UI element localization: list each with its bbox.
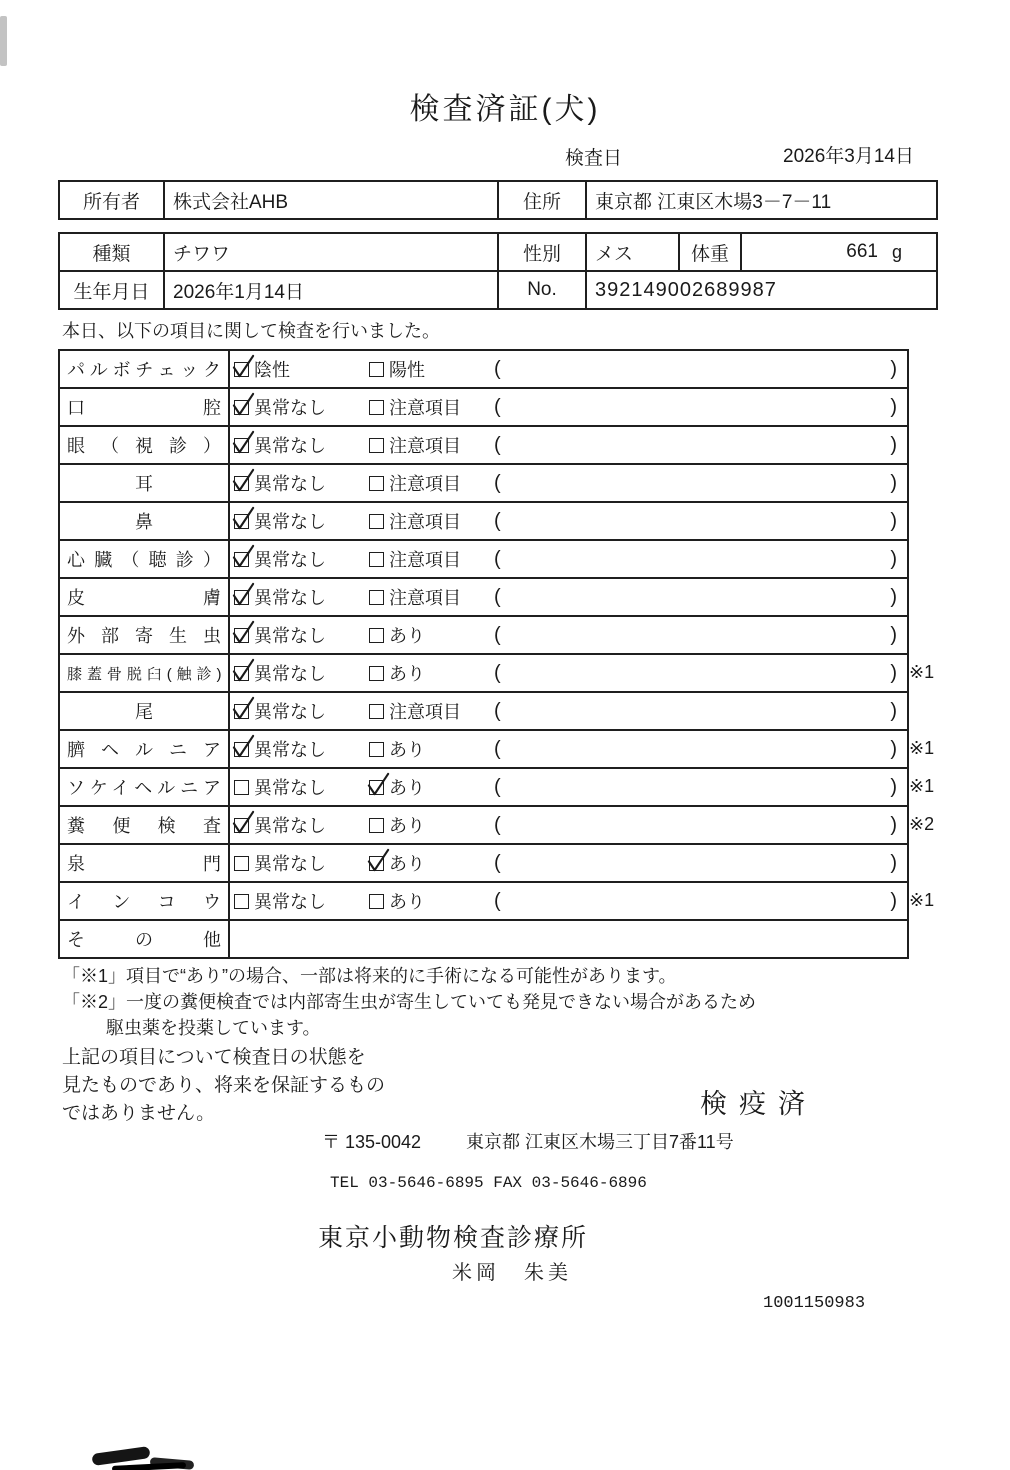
address-value: 東京都 江東区木場3－7－11 (595, 191, 832, 213)
checkbox-checked (234, 552, 249, 567)
exam-item-label-text: 膝蓋骨脱臼(触診) (67, 665, 221, 683)
weight-unit: g (892, 241, 903, 262)
exam-option-text: 異常なし (254, 626, 326, 646)
pet-row-1 (60, 234, 936, 270)
exam-option-text: 異常なし (254, 550, 326, 570)
paren-close: ) (890, 813, 897, 836)
checkbox-unchecked (369, 476, 384, 491)
checkbox-checked (234, 704, 249, 719)
exam-row-content (230, 617, 907, 653)
owner-label: 所有者 (60, 182, 165, 218)
exam-option-text: あり (389, 664, 425, 684)
exam-item-label-text: インコウ (67, 892, 221, 912)
checkbox-unchecked (369, 818, 384, 833)
exam-item-label-text: 眼（視診） (67, 436, 221, 456)
exam-row-content (230, 579, 907, 615)
exam-option (234, 660, 369, 686)
exam-item-label-text: 耳 (135, 474, 153, 494)
exam-row (60, 541, 907, 579)
exam-option-text: 注意項目 (389, 588, 461, 608)
exam-row-content (230, 389, 907, 425)
checkbox-checked (369, 856, 384, 871)
exam-row (60, 579, 907, 617)
exam-item-label (60, 845, 230, 881)
exam-item-label-text: 鼻 (135, 512, 153, 532)
exam-option (369, 698, 494, 724)
inspection-date-label: 検査日 (565, 148, 623, 169)
exam-item-label-text: ソケイヘルニア (67, 778, 221, 798)
exam-row-content (230, 845, 907, 881)
exam-option-text: 注意項目 (389, 398, 461, 418)
notes-section (62, 963, 756, 1041)
check-mark-icon (231, 354, 256, 379)
exam-option (234, 432, 369, 458)
exam-row-content (230, 503, 907, 539)
checkbox-unchecked (369, 400, 384, 415)
checkbox-checked (234, 514, 249, 529)
exam-row (60, 389, 907, 427)
disclaimer-line-2: 見たものであり、将来を保証するもの (62, 1075, 386, 1096)
no-label: No. (499, 272, 587, 308)
exam-option (234, 394, 369, 420)
exam-option-text: あり (389, 626, 425, 646)
check-mark-icon (231, 658, 256, 683)
exam-row-content (230, 883, 907, 919)
exam-option (369, 394, 494, 420)
paren-close: ) (890, 509, 897, 532)
scan-artifact (0, 16, 7, 66)
sex-label: 性別 (499, 234, 587, 270)
paren-open: ( (494, 357, 501, 380)
checkbox-unchecked (234, 780, 249, 795)
pet-table (58, 232, 938, 310)
clinic-name: 東京小動物検査診療所 (318, 1224, 589, 1252)
checkbox-unchecked (369, 894, 384, 909)
checkbox-checked (234, 742, 249, 757)
exam-item-label-text: パルボチェック (67, 360, 221, 380)
checkbox-unchecked (234, 894, 249, 909)
exam-option (234, 470, 369, 496)
checkbox-checked (234, 438, 249, 453)
weight-label: 体重 (680, 234, 742, 270)
owner-value: 株式会社AHB (165, 182, 499, 218)
paren-close: ) (890, 357, 897, 380)
exam-row-content (230, 465, 907, 501)
paren-open: ( (494, 851, 501, 874)
exam-item-label-text: 心臓（聴診） (67, 550, 221, 570)
check-mark-icon (231, 430, 256, 455)
exam-row (60, 503, 907, 541)
exam-option (369, 850, 494, 876)
exam-row-content (230, 769, 907, 805)
exam-option (369, 812, 494, 838)
row-note: ※1 (909, 662, 935, 682)
exam-item-label-text: 臍ヘルニア (67, 740, 221, 760)
exam-option (234, 356, 369, 382)
check-mark-icon (231, 734, 256, 759)
checkbox-unchecked (234, 856, 249, 871)
paren-open: ( (494, 395, 501, 418)
exam-option (369, 546, 494, 572)
checkbox-unchecked (369, 666, 384, 681)
exam-option-text: 異常なし (254, 588, 326, 608)
exam-row (60, 845, 907, 883)
no-value: 392149002689987 (595, 278, 777, 301)
exam-row (60, 769, 935, 807)
exam-item-label (60, 579, 230, 615)
disclaimer (62, 1044, 385, 1128)
exam-item-label-text: 尾 (135, 702, 153, 722)
exam-option (369, 774, 494, 800)
paren-close: ) (890, 661, 897, 684)
checkbox-unchecked (369, 628, 384, 643)
exam-item-label (60, 693, 230, 729)
exam-option (369, 622, 494, 648)
exam-option-text: 注意項目 (389, 512, 461, 532)
postal-code: 〒 135-0042 (322, 1132, 422, 1152)
owner-row (60, 182, 936, 218)
exam-option-text: 注意項目 (389, 550, 461, 570)
exam-option-text: 注意項目 (389, 436, 461, 456)
serial-number: 1001150983 (763, 1294, 866, 1313)
check-mark-icon (366, 848, 391, 873)
exam-option-text: あり (389, 778, 425, 798)
exam-item-label (60, 655, 230, 691)
exam-option-text: 異常なし (254, 474, 326, 494)
paren-close: ) (890, 775, 897, 798)
weight-value: 661 (846, 241, 878, 262)
intro-text: 本日、以下の項目に関して検査を行いました。 (62, 321, 440, 341)
exam-item-label (60, 769, 230, 805)
exam-item-label (60, 807, 230, 843)
exam-option (369, 888, 494, 914)
paren-open: ( (494, 509, 501, 532)
note-2-continued: 駆虫薬を投薬しています。 (106, 1018, 321, 1038)
exam-row (60, 693, 907, 731)
exam-option (234, 584, 369, 610)
check-mark-icon (231, 544, 256, 569)
exam-item-label (60, 617, 230, 653)
exam-option (369, 584, 494, 610)
exam-option-text: 異常なし (254, 512, 326, 532)
paren-close: ) (890, 547, 897, 570)
checkbox-checked (234, 818, 249, 833)
exam-item-label (60, 921, 230, 957)
paren-close: ) (890, 623, 897, 646)
exam-option-text: 異常なし (254, 740, 326, 760)
address-label: 住所 (499, 182, 587, 218)
exam-option-text: 陰性 (254, 360, 290, 380)
paren-open: ( (494, 737, 501, 760)
checkbox-unchecked (369, 362, 384, 377)
paren-open: ( (494, 547, 501, 570)
pet-row-2 (60, 270, 936, 308)
check-mark-icon (231, 696, 256, 721)
exam-option (234, 850, 369, 876)
checkbox-unchecked (369, 514, 384, 529)
exam-option (234, 698, 369, 724)
exam-item-label (60, 351, 230, 387)
exam-item-label (60, 465, 230, 501)
exam-option-text: 異常なし (254, 778, 326, 798)
exam-row-content (230, 921, 907, 957)
owner-table (58, 180, 938, 220)
breed-value: チワワ (165, 234, 499, 270)
exam-option-text: 異常なし (254, 702, 326, 722)
disclaimer-line-1: 上記の項目について検査日の状態を (62, 1047, 366, 1068)
exam-option (369, 508, 494, 534)
paren-close: ) (890, 395, 897, 418)
check-mark-icon (231, 620, 256, 645)
exam-row-content (230, 427, 907, 463)
sex-value: メス (587, 234, 680, 270)
scan-artifact (112, 1462, 186, 1470)
exam-table (58, 349, 935, 959)
paren-open: ( (494, 699, 501, 722)
exam-item-label-text: 泉門 (67, 854, 221, 874)
checkbox-checked (369, 780, 384, 795)
checkbox-unchecked (369, 704, 384, 719)
paren-open: ( (494, 889, 501, 912)
note-1: 「※1」項目で“あり”の場合、一部は将来的に手術になる可能性があります。 (62, 966, 677, 986)
disclaimer-line-3: ではありません。 (62, 1103, 216, 1124)
exam-row-content (230, 655, 907, 691)
exam-option-text: 異常なし (254, 854, 326, 874)
check-mark-icon (231, 468, 256, 493)
paren-close: ) (890, 433, 897, 456)
row-note: ※1 (909, 738, 935, 758)
exam-item-label (60, 883, 230, 919)
exam-item-label (60, 427, 230, 463)
weight-cell (742, 234, 936, 270)
exam-option-text: あり (389, 892, 425, 912)
checkbox-checked (234, 628, 249, 643)
exam-option (369, 356, 494, 382)
row-note: ※1 (909, 890, 935, 910)
checkbox-unchecked (369, 552, 384, 567)
tel-fax: TEL 03-5646-6895 FAX 03-5646-6896 (330, 1174, 647, 1192)
checkbox-unchecked (369, 438, 384, 453)
exam-item-label (60, 541, 230, 577)
exam-row-content (230, 731, 907, 767)
paren-close: ) (890, 851, 897, 874)
exam-item-label (60, 389, 230, 425)
paren-open: ( (494, 813, 501, 836)
checkbox-checked (234, 400, 249, 415)
document-title: 検査済証(犬) (409, 93, 601, 126)
exam-option (234, 888, 369, 914)
exam-row (60, 465, 907, 503)
checkbox-checked (234, 666, 249, 681)
exam-option-text: 異常なし (254, 892, 326, 912)
exam-option (369, 660, 494, 686)
paren-open: ( (494, 585, 501, 608)
exam-option (234, 774, 369, 800)
check-mark-icon (231, 392, 256, 417)
exam-row (60, 427, 907, 465)
exam-option-text: 異常なし (254, 398, 326, 418)
paren-open: ( (494, 471, 501, 494)
check-mark-icon (366, 772, 391, 797)
exam-option (234, 812, 369, 838)
note-2: 「※2」一度の糞便検査では内部寄生虫が寄生していても発見できない場合があるため (62, 992, 757, 1012)
checkbox-unchecked (369, 742, 384, 757)
exam-option-text: あり (389, 816, 425, 836)
exam-item-label-text: 外部寄生虫 (67, 626, 221, 646)
exam-option-text: あり (389, 854, 425, 874)
exam-option (234, 622, 369, 648)
clinic-address: 東京都 江東区木場三丁目7番11号 (466, 1132, 734, 1152)
birth-label: 生年月日 (60, 272, 165, 308)
exam-row-content (230, 351, 907, 387)
check-mark-icon (231, 582, 256, 607)
exam-option (234, 736, 369, 762)
exam-item-label-text: 口腔 (67, 398, 221, 418)
exam-option-text: 注意項目 (389, 474, 461, 494)
row-note: ※1 (909, 776, 935, 796)
checkbox-checked (234, 362, 249, 377)
veterinarian-name: 米岡 朱美 (452, 1262, 572, 1284)
exam-option-text: 陽性 (389, 360, 425, 380)
paren-close: ) (890, 737, 897, 760)
exam-item-label-text: その他 (67, 930, 221, 950)
exam-option (369, 736, 494, 762)
exam-row-content (230, 693, 907, 729)
inspection-date-value: 2026年3月14日 (783, 146, 914, 167)
paren-close: ) (890, 585, 897, 608)
exam-row (60, 883, 935, 921)
exam-option-text: あり (389, 740, 425, 760)
paren-close: ) (890, 699, 897, 722)
exam-row (60, 921, 907, 957)
exam-option-text: 異常なし (254, 436, 326, 456)
check-mark-icon (231, 506, 256, 531)
paren-open: ( (494, 433, 501, 456)
exam-row (60, 655, 935, 693)
exam-row-content (230, 541, 907, 577)
exam-option-text: 異常なし (254, 816, 326, 836)
exam-option (369, 470, 494, 496)
paren-open: ( (494, 623, 501, 646)
exam-option-text: 異常なし (254, 664, 326, 684)
exam-row (60, 731, 935, 769)
exam-option (234, 508, 369, 534)
exam-item-label (60, 731, 230, 767)
checkbox-unchecked (369, 590, 384, 605)
exam-item-label-text: 糞便検査 (67, 816, 221, 836)
exam-item-label (60, 503, 230, 539)
exam-row (60, 351, 907, 389)
exam-row (60, 807, 935, 845)
quarantine-stamp: 検疫済 (700, 1089, 817, 1119)
exam-option (369, 432, 494, 458)
check-mark-icon (231, 810, 256, 835)
paren-open: ( (494, 661, 501, 684)
exam-row-content (230, 807, 907, 843)
scan-artifact (91, 1446, 150, 1466)
paren-close: ) (890, 471, 897, 494)
row-note: ※2 (909, 814, 935, 834)
checkbox-checked (234, 590, 249, 605)
paren-open: ( (494, 775, 501, 798)
breed-label: 種類 (60, 234, 165, 270)
exam-item-label-text: 皮膚 (67, 588, 221, 608)
birth-value: 2026年1月14日 (165, 272, 499, 308)
paren-close: ) (890, 889, 897, 912)
exam-option (234, 546, 369, 572)
exam-option-text: 注意項目 (389, 702, 461, 722)
exam-row (60, 617, 907, 655)
checkbox-checked (234, 476, 249, 491)
